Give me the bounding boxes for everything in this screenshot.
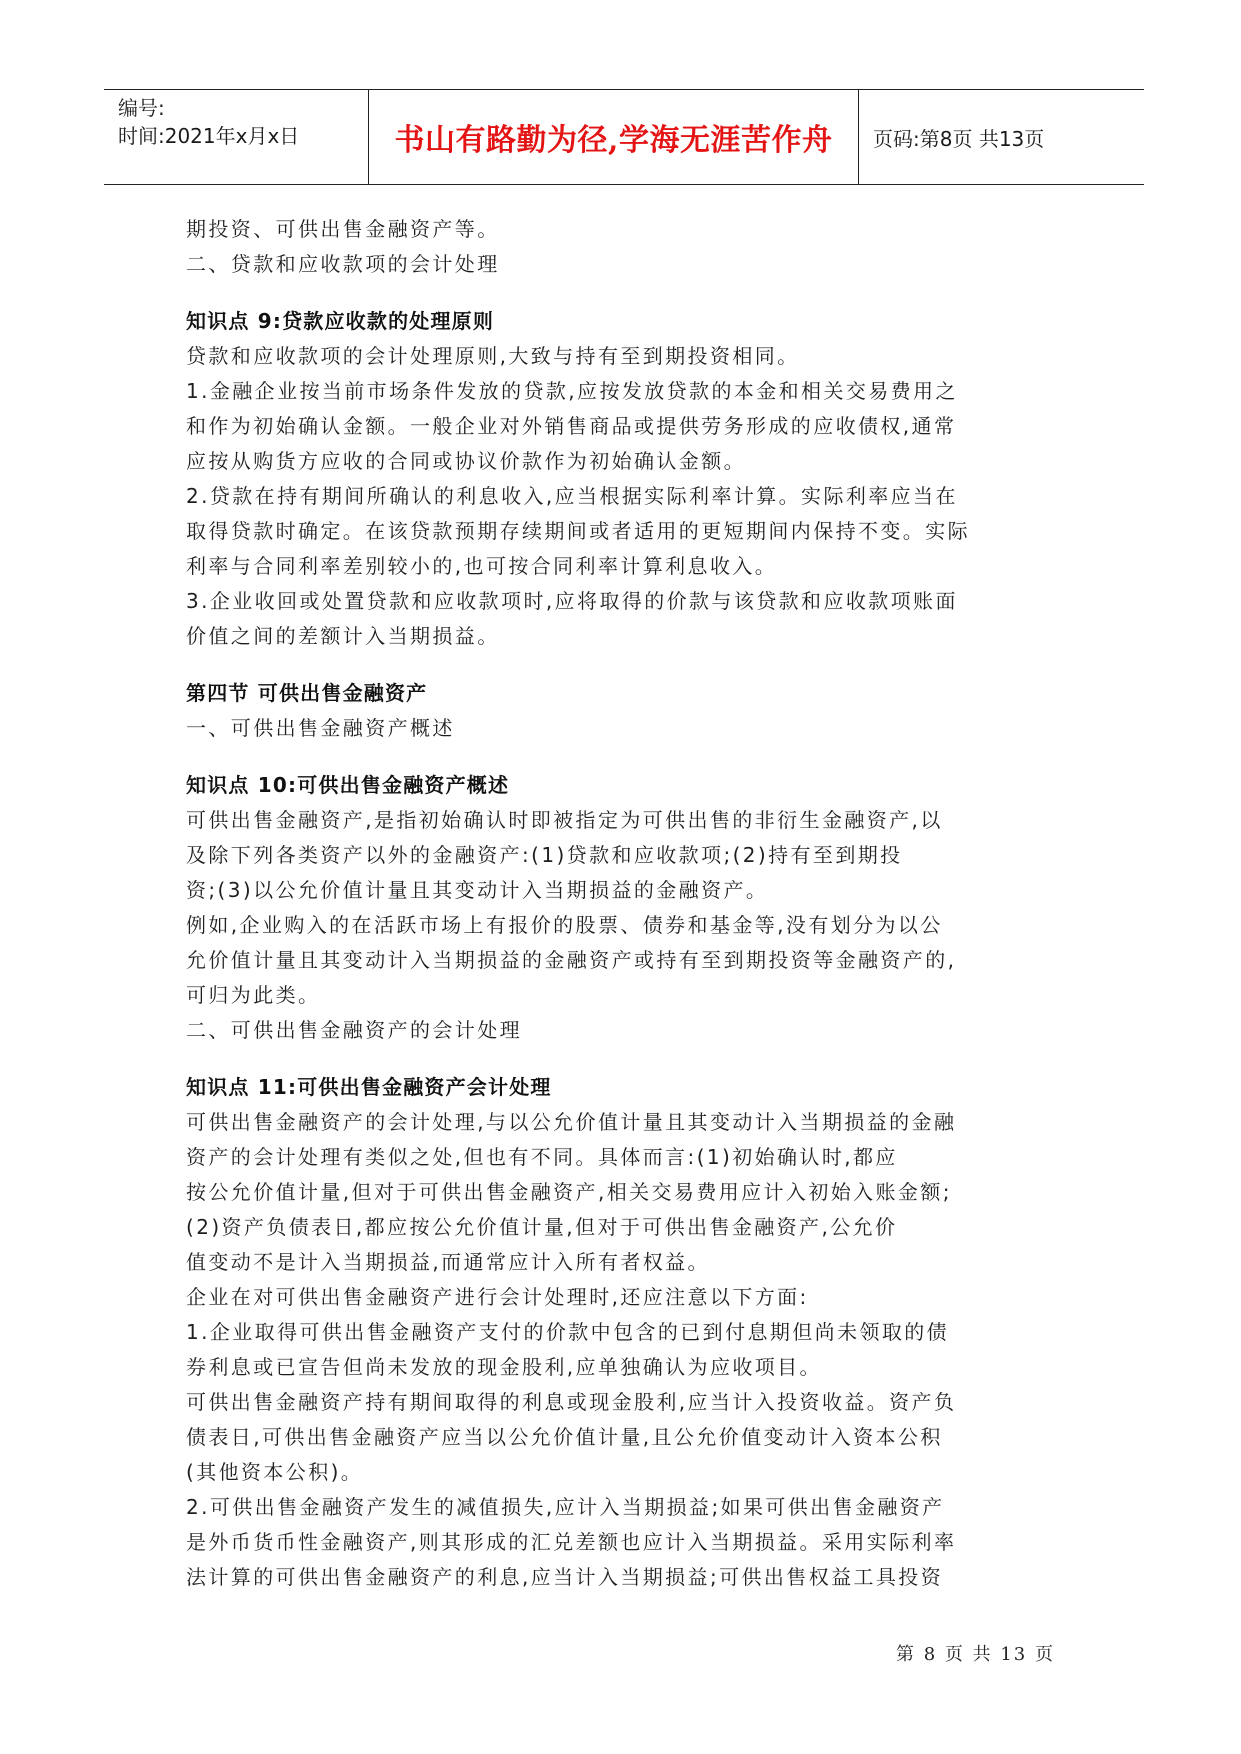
text-line: 二、贷款和应收款项的会计处理 <box>186 252 500 276</box>
text-line: 价值之间的差额计入当期损益。 <box>186 624 500 648</box>
text-line: 允价值计量且其变动计入当期损益的金融资产或持有至到期投资等金融资产的, <box>186 948 957 972</box>
text-line: (其他资本公积)。 <box>186 1460 364 1484</box>
section-heading: 知识点 9:贷款应收款的处理原则 <box>186 309 495 333</box>
text-line: 应按从购货方应收的合同或协议价款作为初始确认金额。 <box>186 449 746 473</box>
text-line: 贷款和应收款项的会计处理原则,大致与持有至到期投资相同。 <box>186 344 800 368</box>
text-line: 按公允价值计量,但对于可供出售金融资产,相关交易费用应计入初始入账金额; <box>186 1180 952 1204</box>
section-heading: 第四节 可供出售金融资产 <box>186 681 428 705</box>
text-line: 可供出售金融资产,是指初始确认时即被指定为可供出售的非衍生金融资产,以 <box>186 808 943 832</box>
text-line: 二、可供出售金融资产的会计处理 <box>186 1018 522 1042</box>
text-line: 债表日,可供出售金融资产应当以公允价值计量,且公允价值变动计入资本公积 <box>186 1425 943 1449</box>
text-line: 可供出售金融资产的会计处理,与以公允价值计量且其变动计入当期损益的金融 <box>186 1110 957 1134</box>
section-heading: 知识点 10:可供出售金融资产概述 <box>186 773 510 797</box>
motto: 书山有路勤为径,学海无涯苦作舟 <box>394 123 833 158</box>
text-line: 2.可供出售金融资产发生的减值损失,应计入当期损益;如果可供出售金融资产 <box>186 1495 945 1519</box>
text-line: 2.贷款在持有期间所确认的利息收入,应当根据实际利率计算。实际利率应当在 <box>186 484 958 508</box>
text-line: 可供出售金融资产持有期间取得的利息或现金股利,应当计入投资收益。资产负 <box>186 1390 957 1414</box>
paragraph-gap <box>186 654 1066 676</box>
text-line: 资;(3)以公允价值计量且其变动计入当期损益的金融资产。 <box>186 878 769 902</box>
text-line: 及除下列各类资产以外的金融资产:(1)贷款和应收款项;(2)持有至到期投 <box>186 843 903 867</box>
number-label: 编号: <box>118 96 165 120</box>
paragraph-gap <box>186 746 1066 768</box>
page-label: 页码:第8页 共13页 <box>873 126 1045 151</box>
text-line: 是外币货币性金融资产,则其形成的汇兑差额也应计入当期损益。采用实际利率 <box>186 1530 957 1554</box>
page-footer: 第 8 页 共 13 页 <box>896 1644 1055 1665</box>
document-header <box>104 89 1144 185</box>
header-meta <box>104 90 369 184</box>
text-line: 和作为初始确认金额。一般企业对外销售商品或提供劳务形成的应收债权,通常 <box>186 414 957 438</box>
text-line: 1.企业取得可供出售金融资产支付的价款中包含的已到付息期但尚未领取的债 <box>186 1320 950 1344</box>
paragraph-gap <box>186 1048 1066 1070</box>
text-line: 可归为此类。 <box>186 983 321 1007</box>
text-line: 资产的会计处理有类似之处,但也有不同。具体而言:(1)初始确认时,都应 <box>186 1145 898 1169</box>
header-motto-cell <box>369 90 859 184</box>
text-line: 利率与合同利率差别较小的,也可按合同利率计算利息收入。 <box>186 554 778 578</box>
text-line: 1.金融企业按当前市场条件发放的贷款,应按发放贷款的本金和相关交易费用之 <box>186 379 958 403</box>
text-line: 取得贷款时确定。在该贷款预期存续期间或者适用的更短期间内保持不变。实际 <box>186 519 970 543</box>
document-body <box>186 212 1066 1595</box>
text-line: 3.企业收回或处置贷款和应收款项时,应将取得的价款与该贷款和应收款项账面 <box>186 589 958 613</box>
text-line: 一、可供出售金融资产概述 <box>186 716 455 740</box>
text-line: 法计算的可供出售金融资产的利息,应当计入当期损益;可供出售权益工具投资 <box>186 1565 944 1589</box>
header-page-cell <box>859 90 1144 184</box>
text-line: 企业在对可供出售金融资产进行会计处理时,还应注意以下方面: <box>186 1285 809 1309</box>
text-line: 券利息或已宣告但尚未发放的现金股利,应单独确认为应收项目。 <box>186 1355 822 1379</box>
text-line: 值变动不是计入当期损益,而通常应计入所有者权益。 <box>186 1250 710 1274</box>
text-line: 例如,企业购入的在活跃市场上有报价的股票、债券和基金等,没有划分为以公 <box>186 913 943 937</box>
text-line: (2)资产负债表日,都应按公允价值计量,但对于可供出售金融资产,公允价 <box>186 1215 898 1239</box>
paragraph-gap <box>186 282 1066 304</box>
section-heading: 知识点 11:可供出售金融资产会计处理 <box>186 1075 552 1099</box>
text-line: 期投资、可供出售金融资产等。 <box>186 217 500 241</box>
time-label: 时间:2021年x月x日 <box>118 124 300 148</box>
